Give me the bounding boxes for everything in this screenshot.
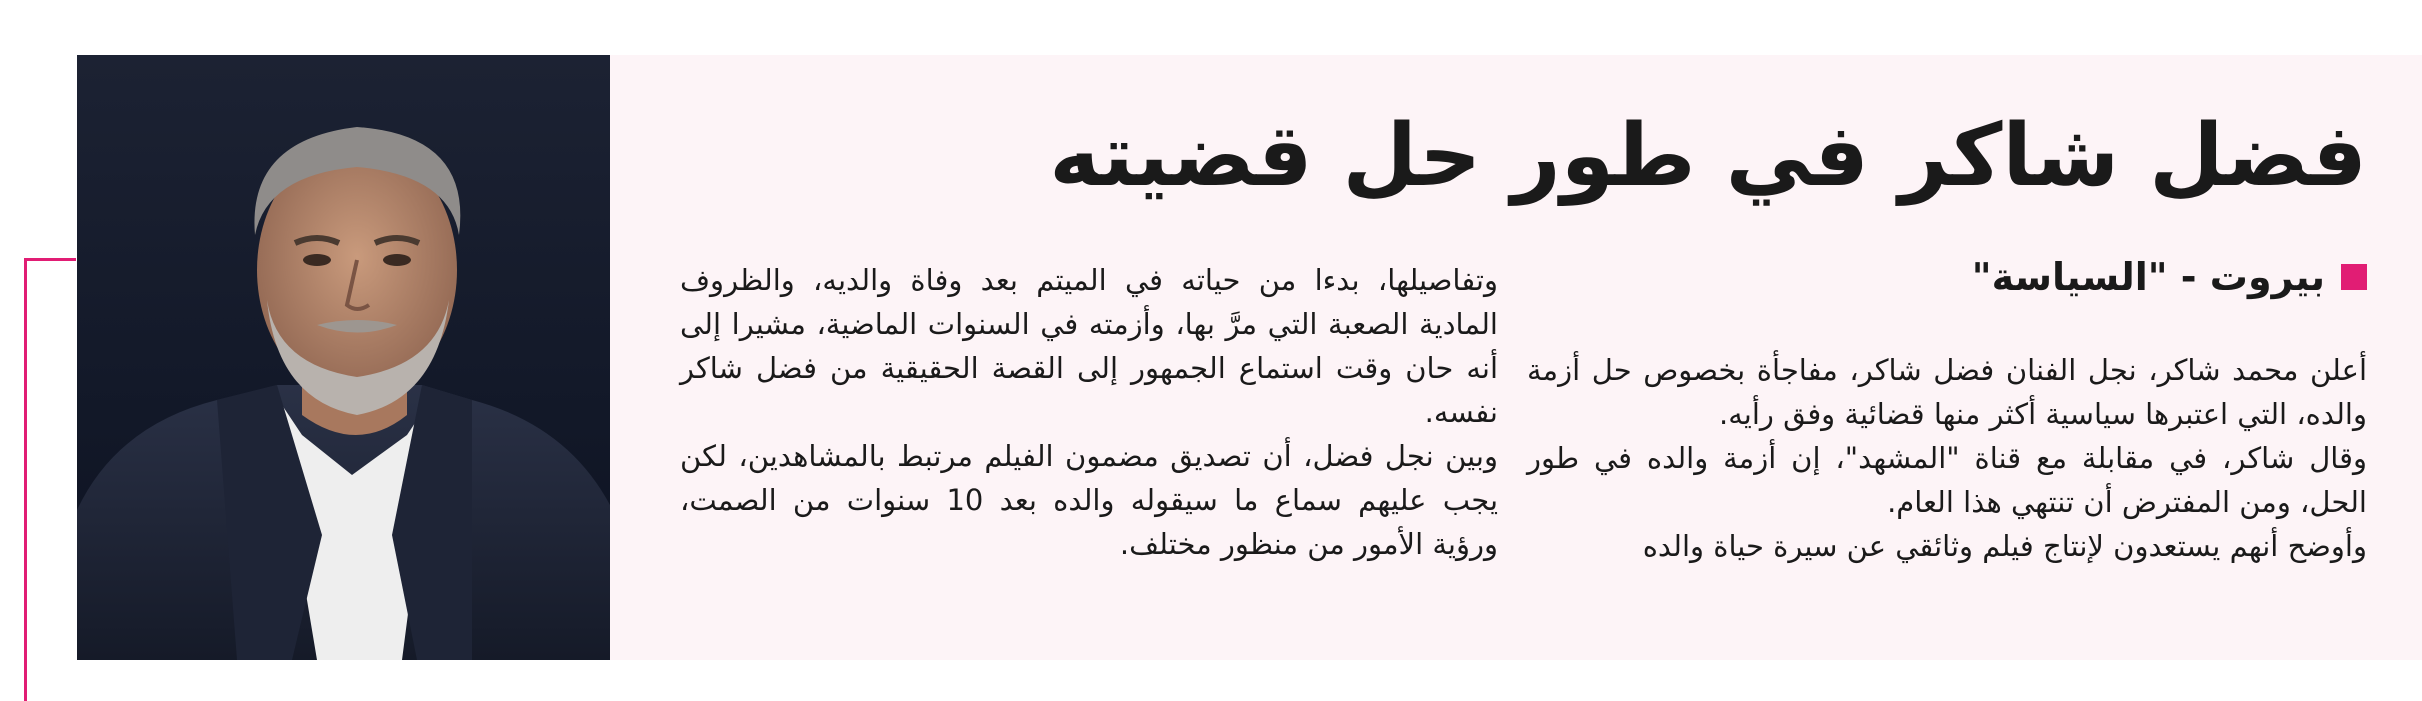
article-column-right xyxy=(1527,348,2367,568)
portrait-illustration xyxy=(77,55,610,660)
accent-horizontal-line xyxy=(24,258,76,261)
paragraph: وقال شاكر، في مقابلة مع قناة "المشهد"، إن أزمة والده في طور الحل، ومن المفترض أن تنتهي هذا العام. xyxy=(1527,441,2367,519)
paragraph: وبين نجل فضل، أن تصديق مضمون الفيلم مرتبط بالمشاهدين، لكن يجب عليهم سماع ما سيقوله والده بعد 10 سنوات من الصمت، ورؤية الأمور من منظور مختلف. xyxy=(680,439,1499,561)
paragraph: وتفاصيلها، بدءا من حياته في الميتم بعد وفاة والديه، والظروف المادية الصعبة التي مرَّ بها، وأزمته في السنوات الماضية، مشيرا إلى أنه حان وقت استماع الجمهور إلى القصة الحقيقية من فضل شاكر نفسه. xyxy=(680,263,1498,429)
accent-vertical-line xyxy=(24,258,27,701)
paragraph: وأوضح أنهم يستعدون لإنتاج فيلم وثائقي عن سيرة حياة والده xyxy=(1642,529,2367,563)
dateline-text: بيروت - "السياسة" xyxy=(1971,255,2325,299)
headline: فضل شاكر في طور حل قضيته xyxy=(1049,106,2367,206)
portrait-photo xyxy=(77,55,610,660)
paragraph: أعلن محمد شاكر، نجل الفنان فضل شاكر، مفاجأة بخصوص حل أزمة والده، التي اعتبرها سياسية أكثر منها قضائية وفق رأيه. xyxy=(1527,353,2367,431)
article-column-left xyxy=(680,258,1498,566)
dateline-bullet-square xyxy=(2341,264,2367,290)
dateline xyxy=(1972,255,2367,299)
